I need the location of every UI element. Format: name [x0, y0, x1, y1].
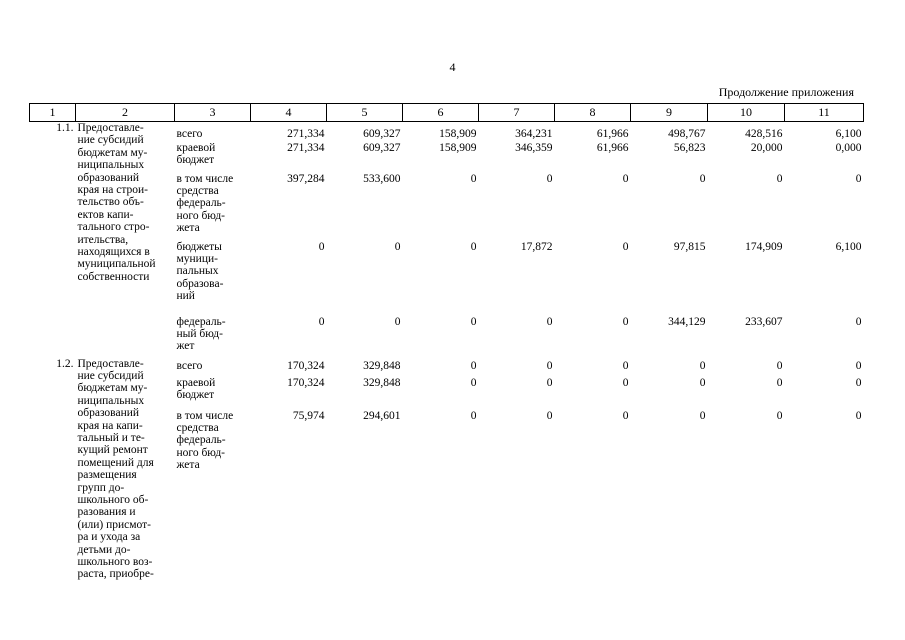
value-cell: 6,100	[835, 240, 862, 253]
value-cell: 0	[622, 315, 629, 328]
value-cell: 346,359	[515, 141, 553, 154]
page-number: 4	[449, 60, 456, 74]
value-cell: 0	[470, 315, 477, 328]
value-cell: 17,872	[520, 240, 553, 253]
value-cell: 0	[622, 240, 629, 253]
value-cell: 158,909	[439, 141, 477, 154]
section-code: 1.1.	[56, 122, 74, 134]
value-cell: 271,334	[287, 141, 325, 154]
value-cell: 97,815	[673, 240, 706, 253]
value-cell: 0	[855, 376, 862, 389]
funding-source: всего	[176, 359, 203, 372]
value-cell: 428,516	[745, 128, 783, 140]
value-cell: 0	[699, 172, 706, 185]
budget-table	[29, 103, 864, 588]
value-cell: 0	[546, 359, 553, 372]
value-cell: 0	[470, 172, 477, 185]
column-number-row	[30, 104, 864, 122]
value-cell: 61,966	[596, 141, 629, 154]
value-cell: 56,823	[673, 141, 706, 154]
value-cell: 0	[318, 240, 325, 253]
value-cell: 0	[855, 315, 862, 328]
continuation-label: Продолжение приложения	[718, 85, 854, 99]
column-header: 10	[708, 104, 785, 122]
value-cell: 0	[622, 359, 629, 372]
funding-source: в том числе средства федераль- ного бюд- жета	[176, 172, 234, 235]
funding-source: федераль- ный бюд- жет	[176, 315, 226, 353]
value-cell: 0	[622, 172, 629, 185]
value-cell: 344,129	[668, 315, 706, 328]
value-cell: 0	[470, 376, 477, 389]
value-cell: 0	[470, 359, 477, 372]
column-header: 1	[30, 104, 76, 122]
value-cell: 174,909	[745, 240, 783, 253]
value-cell: 0	[470, 240, 477, 253]
value-cell: 170,324	[287, 376, 325, 389]
value-cell: 364,231	[515, 128, 553, 140]
column-header: 6	[403, 104, 479, 122]
value-cell: 0	[546, 315, 553, 328]
value-cell: 233,607	[745, 315, 783, 328]
value-cell: 0	[776, 376, 783, 389]
value-cell: 0	[470, 409, 477, 422]
column-header: 4	[251, 104, 327, 122]
funding-source: всего	[176, 128, 203, 140]
column-header: 5	[327, 104, 403, 122]
value-cell: 6,100	[835, 128, 862, 140]
value-cell: 0	[776, 359, 783, 372]
value-cell: 0,000	[835, 141, 862, 154]
value-cell: 0	[699, 376, 706, 389]
column-header: 8	[555, 104, 631, 122]
column-header: 7	[479, 104, 555, 122]
value-cell: 397,284	[287, 172, 325, 185]
section-description: Предоставле- ние субсидий бюджетам му- ниципальных образований края на капи- тальный и те- кущий ремонт помещений для размещения групп до- школьного об- разования и (или) присмот- ра и ухода за детьми до- школьного воз- раста, приобре-	[77, 357, 154, 581]
value-cell: 20,000	[750, 141, 783, 154]
value-cell: 61,966	[596, 128, 629, 140]
value-cell: 609,327	[363, 128, 401, 140]
value-cell: 0	[394, 315, 401, 328]
funding-source: краевой бюджет	[176, 376, 216, 401]
value-cell: 0	[855, 359, 862, 372]
value-cell: 0	[318, 315, 325, 328]
value-cell: 0	[546, 409, 553, 422]
value-cell: 0	[546, 376, 553, 389]
column-header: 3	[175, 104, 251, 122]
value-cell: 0	[855, 409, 862, 422]
value-cell: 533,600	[363, 172, 401, 185]
value-cell: 329,848	[363, 359, 401, 372]
value-cell: 271,334	[287, 128, 325, 140]
value-cell: 0	[622, 409, 629, 422]
value-cell: 0	[394, 240, 401, 253]
value-cell: 0	[699, 409, 706, 422]
value-cell: 158,909	[439, 128, 477, 140]
funding-source: в том числе средства федераль- ного бюд- жета	[176, 409, 234, 472]
value-cell: 498,767	[668, 128, 706, 140]
value-cell: 294,601	[363, 409, 401, 422]
value-cell: 0	[855, 172, 862, 185]
column-header: 2	[76, 104, 175, 122]
value-cell: 170,324	[287, 359, 325, 372]
value-cell: 0	[622, 376, 629, 389]
section-description: Предоставле- ние субсидий бюджетам му- ниципальных образований края на строи- тельство объ- ектов капи- тального стро- ительства, находящихся в муниципальной собственности	[77, 122, 156, 283]
value-cell: 0	[776, 409, 783, 422]
section-code: 1.2.	[56, 357, 74, 370]
funding-source: краевой бюджет	[176, 141, 216, 166]
value-cell: 0	[776, 172, 783, 185]
value-cell: 75,974	[292, 409, 325, 422]
value-cell: 609,327	[363, 141, 401, 154]
value-cell: 0	[699, 359, 706, 372]
value-cell: 329,848	[363, 376, 401, 389]
column-header: 11	[785, 104, 864, 122]
funding-source: бюджеты муници- пальных образова- ний	[176, 240, 224, 303]
table-row	[30, 358, 864, 377]
table-row	[30, 122, 864, 142]
value-cell: 0	[546, 172, 553, 185]
column-header: 9	[631, 104, 708, 122]
